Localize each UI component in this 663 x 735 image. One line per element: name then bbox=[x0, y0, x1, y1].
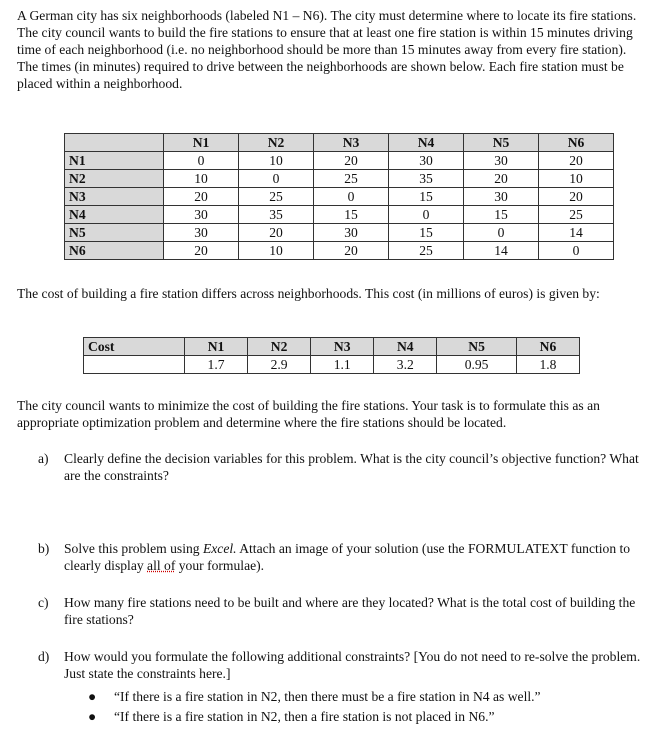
row-header: N2 bbox=[65, 170, 164, 188]
table-cell: 20 bbox=[314, 152, 389, 170]
table-cell: 30 bbox=[464, 152, 539, 170]
table-cell: 30 bbox=[389, 152, 464, 170]
bullet-icon: ● bbox=[88, 689, 97, 704]
column-header: N4 bbox=[389, 134, 464, 152]
cost-label: Cost bbox=[84, 338, 185, 356]
table-cell: 10 bbox=[164, 170, 239, 188]
corner-cell bbox=[65, 134, 164, 152]
table-row bbox=[65, 242, 614, 260]
table-cell: 35 bbox=[239, 206, 314, 224]
question-label: d) bbox=[38, 649, 50, 664]
cost-column-header: N5 bbox=[437, 338, 517, 356]
column-header: N5 bbox=[464, 134, 539, 152]
table-cell: 10 bbox=[239, 242, 314, 260]
table-cell: 20 bbox=[164, 242, 239, 260]
table-cell: 35 bbox=[389, 170, 464, 188]
bullet-item bbox=[88, 708, 495, 725]
travel-times-table bbox=[64, 133, 614, 260]
table-row bbox=[65, 170, 614, 188]
question-a bbox=[38, 450, 648, 484]
question-text: Solve this problem using Excel. Attach an image of your solution (use the FORMULATEXT function to clearly display all of your formulae). bbox=[64, 541, 631, 573]
table-cell: 20 bbox=[164, 188, 239, 206]
table-cell: 14 bbox=[539, 224, 614, 242]
row-header: N4 bbox=[65, 206, 164, 224]
cost-value: 1.1 bbox=[311, 356, 374, 374]
question-c bbox=[38, 594, 648, 628]
table-cell: 20 bbox=[539, 188, 614, 206]
table-cell: 25 bbox=[389, 242, 464, 260]
table-row bbox=[65, 224, 614, 242]
bullet-item bbox=[88, 688, 541, 705]
table-row bbox=[65, 152, 614, 170]
question-b bbox=[38, 540, 648, 574]
table-cell: 10 bbox=[239, 152, 314, 170]
question-label: a) bbox=[38, 451, 49, 466]
question-label: c) bbox=[38, 595, 49, 610]
table-cell: 20 bbox=[239, 224, 314, 242]
cost-column-header: N3 bbox=[311, 338, 374, 356]
table-cell: 15 bbox=[389, 188, 464, 206]
cost-value: 3.2 bbox=[374, 356, 437, 374]
row-header: N3 bbox=[65, 188, 164, 206]
row-header: N1 bbox=[65, 152, 164, 170]
cost-value: 1.8 bbox=[516, 356, 579, 374]
question-text: How would you formulate the following additional constraints? [You do not need to re-solve the problem. Just state the constraints here.] bbox=[64, 649, 641, 681]
cost-column-header: N2 bbox=[248, 338, 311, 356]
row-header: N5 bbox=[65, 224, 164, 242]
table-cell: 25 bbox=[539, 206, 614, 224]
table-row bbox=[65, 188, 614, 206]
table-cell: 0 bbox=[464, 224, 539, 242]
column-header: N6 bbox=[539, 134, 614, 152]
question-text: How many fire stations need to be built and where are they located? What is the total cost of building the fire stations? bbox=[64, 595, 636, 627]
table-cell: 14 bbox=[464, 242, 539, 260]
question-text: Clearly define the decision variables for this problem. What is the city council’s objective function? What are the constraints? bbox=[64, 451, 639, 483]
intro-paragraph: A German city has six neighborhoods (labeled N1 – N6). The city must determine where to locate its fire stations. The city council wants to build the fire stations to ensure that at least one fire station is within 15 minutes driving time of each neighborhood (i.e. no neighborhood should be more than 15 minutes away from every fire station). The times (in minutes) required to drive between the neighborhoods are shown below. Each fire station must be placed within a neighborhood. bbox=[17, 8, 637, 91]
table-cell: 20 bbox=[539, 152, 614, 170]
bullet-text: “If there is a fire station in N2, then there must be a fire station in N4 as well.” bbox=[114, 689, 541, 704]
bullet-text: “If there is a fire station in N2, then a fire station is not placed in N6.” bbox=[114, 709, 495, 724]
table-cell: 15 bbox=[464, 206, 539, 224]
table-cell: 20 bbox=[464, 170, 539, 188]
cost-value: 1.7 bbox=[185, 356, 248, 374]
table-cell: 25 bbox=[314, 170, 389, 188]
cost-intro: The cost of building a fire station differs across neighborhoods. This cost (in millions of euros) is given by: bbox=[17, 286, 600, 301]
cost-column-header: N1 bbox=[185, 338, 248, 356]
table-cell: 0 bbox=[389, 206, 464, 224]
column-header: N1 bbox=[164, 134, 239, 152]
table-cell: 30 bbox=[464, 188, 539, 206]
table-row bbox=[65, 206, 614, 224]
cost-column-header: N4 bbox=[374, 338, 437, 356]
cost-table bbox=[83, 337, 580, 374]
column-header: N2 bbox=[239, 134, 314, 152]
table-cell: 10 bbox=[539, 170, 614, 188]
table-cell: 0 bbox=[164, 152, 239, 170]
table-cell: 0 bbox=[314, 188, 389, 206]
table-cell: 15 bbox=[389, 224, 464, 242]
cost-value: 2.9 bbox=[248, 356, 311, 374]
task-paragraph: The city council wants to minimize the cost of building the fire stations. Your task is to formulate this as an appropriate optimization problem and determine where the fire stations should be located. bbox=[17, 398, 600, 430]
table-cell: 25 bbox=[239, 188, 314, 206]
column-header: N3 bbox=[314, 134, 389, 152]
table-cell: 20 bbox=[314, 242, 389, 260]
table-cell: 15 bbox=[314, 206, 389, 224]
cost-column-header: N6 bbox=[516, 338, 579, 356]
question-d bbox=[38, 648, 648, 682]
bullet-icon: ● bbox=[88, 709, 97, 724]
table-cell: 30 bbox=[164, 206, 239, 224]
table-cell: 0 bbox=[239, 170, 314, 188]
question-label: b) bbox=[38, 541, 50, 556]
cost-blank-cell bbox=[84, 356, 185, 374]
cost-value: 0.95 bbox=[437, 356, 517, 374]
table-cell: 30 bbox=[164, 224, 239, 242]
table-cell: 30 bbox=[314, 224, 389, 242]
table-cell: 0 bbox=[539, 242, 614, 260]
row-header: N6 bbox=[65, 242, 164, 260]
